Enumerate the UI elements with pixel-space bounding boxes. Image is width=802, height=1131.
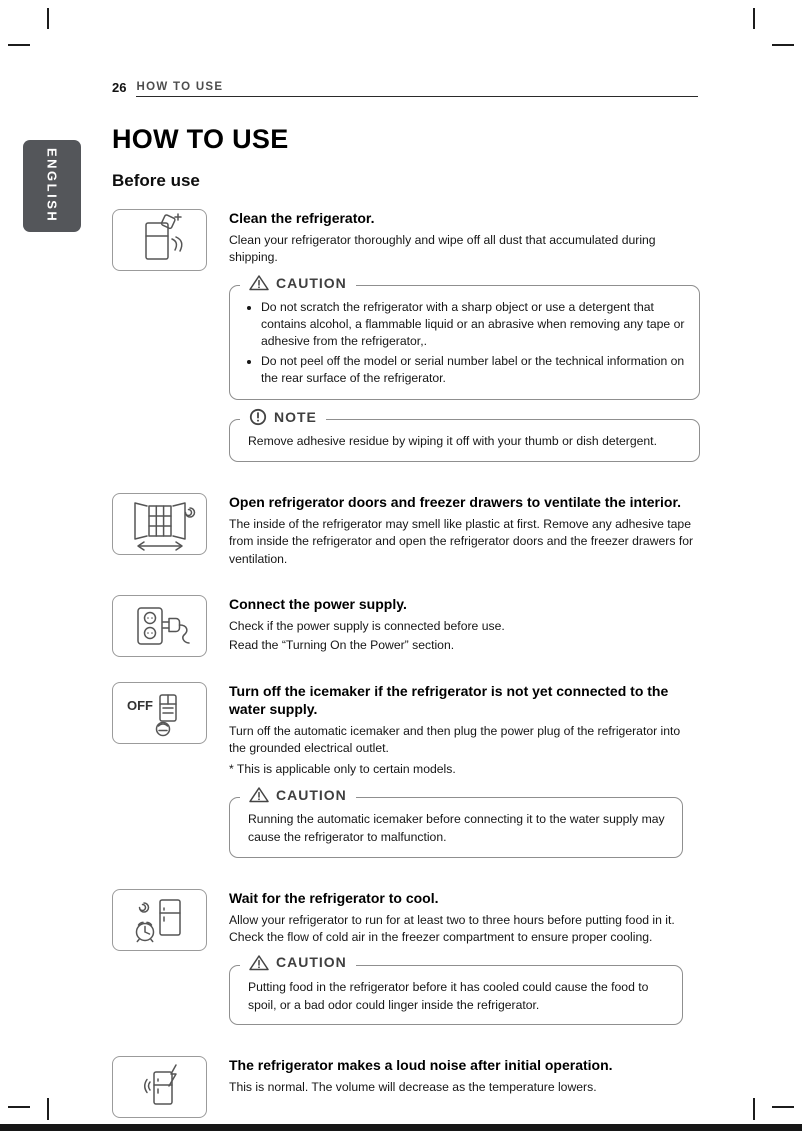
crop-mark xyxy=(753,1098,755,1120)
section-body: The inside of the refrigerator may smell like plastic at first. Remove any adhesive tape from inside the refrigerator and open the refrigerator doors and the freezer drawers for ventilation. xyxy=(229,517,694,566)
language-tab-label: ENGLISH xyxy=(44,148,60,224)
caution-text: Running the automatic icemaker before connecting it to the water supply may cause the refrigerator to malfunction. xyxy=(248,812,665,844)
loud-noise-icon xyxy=(114,1058,206,1116)
icon-box xyxy=(112,595,207,657)
section-body: Allow your refrigerator to run for at least two to three hours before putting food in it. Check the flow of cold air in the freezer compartment to ensure proper cooling. xyxy=(229,912,675,944)
caution-item: • Do not scratch the refrigerator with a sharp object or use a detergent that contains alcohol, a flammable liquid or an abrasive when removing any tape or adhesive from the refrigerator,. xyxy=(261,299,685,349)
section-clean-refrigerator xyxy=(112,209,700,468)
caution-box xyxy=(229,274,700,400)
caution-list xyxy=(244,299,685,386)
note-exclamation-icon xyxy=(249,408,267,426)
crop-mark xyxy=(772,1106,794,1108)
crop-mark xyxy=(47,1098,49,1120)
crop-mark xyxy=(8,1106,30,1108)
power-plug-icon xyxy=(114,597,206,655)
ventilate-doors-icon xyxy=(114,495,206,553)
section-title: Before use xyxy=(112,171,200,190)
caution-label xyxy=(240,786,356,803)
note-label xyxy=(240,408,326,426)
caution-label xyxy=(240,274,356,291)
icon-box xyxy=(112,889,207,951)
caution-box xyxy=(229,786,683,857)
caution-label-text: CAUTION xyxy=(276,954,347,971)
crop-mark xyxy=(8,44,30,46)
icon-box xyxy=(112,493,207,555)
section-heading: Turn off the icemaker if the refrigerator is not yet connected to the water supply. xyxy=(229,682,669,717)
section-body: Check if the power supply is connected before use. xyxy=(229,618,505,633)
icemaker-off-text: OFF xyxy=(126,697,153,713)
language-tab xyxy=(23,140,81,232)
section-connect-power xyxy=(112,595,700,657)
section-icemaker-off xyxy=(112,682,700,864)
section-heading: Connect the power supply. xyxy=(229,595,407,612)
wait-cool-clock-icon xyxy=(114,891,206,949)
section-ventilate-interior xyxy=(112,493,700,569)
section-heading: Clean the refrigerator. xyxy=(229,210,375,226)
caution-item: • Do not peel off the model or serial number label or the technical information on the rear surface of the refrigerator. xyxy=(261,353,685,387)
page-title: HOW TO USE xyxy=(112,124,289,154)
caution-label xyxy=(240,954,356,971)
section-body: Turn off the automatic icemaker and then plug the power plug of the refrigerator into the grounded electrical outlet. xyxy=(229,723,681,756)
caution-text: Putting food in the refrigerator before it has cooled could cause the food to spoil, or a bad odor could linger inside the refrigerator. xyxy=(248,979,649,1012)
warning-triangle-icon xyxy=(249,954,269,971)
main-content xyxy=(112,124,700,1131)
section-loud-noise xyxy=(112,1056,700,1118)
icemaker-off-icon xyxy=(114,684,206,742)
note-text: Remove adhesive residue by wiping it off with your thumb or dish detergent. xyxy=(248,434,657,449)
running-header-title: HOW TO USE xyxy=(136,81,698,97)
caution-box xyxy=(229,954,683,1025)
section-body: Read the “Turning On the Power” section. xyxy=(229,637,455,652)
section-body: This is normal. The volume will decrease as the temperature lowers. xyxy=(229,1080,597,1095)
caution-label-text: CAUTION xyxy=(276,274,347,291)
section-footnote: * This is applicable only to certain models. xyxy=(229,762,456,777)
icon-box xyxy=(112,209,207,271)
note-label-text: NOTE xyxy=(274,409,317,426)
running-header xyxy=(112,80,698,97)
section-wait-to-cool xyxy=(112,889,700,1032)
crop-mark xyxy=(47,8,49,29)
section-body: Clean your refrigerator thoroughly and wipe off all dust that accumulated during shipping. xyxy=(229,233,656,265)
icon-box xyxy=(112,1056,207,1118)
caution-label-text: CAUTION xyxy=(276,786,347,803)
section-heading: Wait for the refrigerator to cool. xyxy=(229,889,439,906)
page-number: 26 xyxy=(112,80,127,95)
crop-mark xyxy=(772,44,794,46)
note-box xyxy=(229,409,700,462)
section-heading: Open refrigerator doors and freezer drawers to ventilate the interior. xyxy=(229,494,682,511)
crop-mark xyxy=(753,8,755,29)
icon-box xyxy=(112,682,207,744)
warning-triangle-icon xyxy=(249,274,269,291)
section-heading: The refrigerator makes a loud noise after initial operation. xyxy=(229,1057,613,1074)
clean-refrigerator-icon xyxy=(114,211,206,269)
warning-triangle-icon xyxy=(249,786,269,803)
